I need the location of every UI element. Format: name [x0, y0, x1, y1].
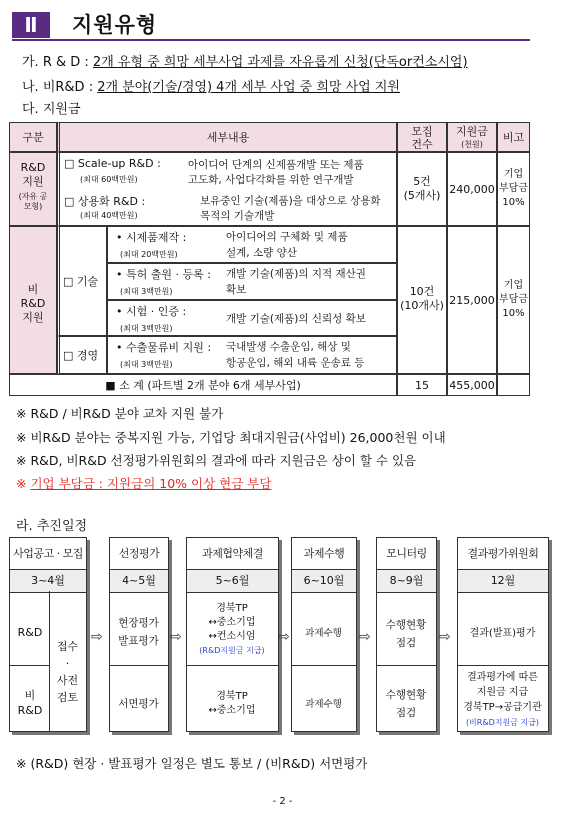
- stage-evaluation-period: 4~5월: [110, 570, 168, 593]
- nonrnd-item-prototype: [107, 226, 397, 263]
- note-red: [16, 474, 271, 492]
- eval-nonrnd: 서면평가: [118, 698, 159, 710]
- rnd-count-value: 5건: [413, 175, 431, 188]
- export-desc2: 항공운임, 해외 내륙 운송료 등: [226, 357, 365, 369]
- total-remarks: [497, 374, 530, 396]
- rnd-remark-3: 10%: [502, 197, 525, 208]
- stage-monitoring-title: 모니터링: [377, 538, 436, 570]
- nonrnd-amount: 215,000: [447, 226, 497, 374]
- receive-line-1: 접수: [56, 640, 79, 653]
- note-2: ※ 비R&D 분야는 중복지원 가능, 기업당 최대지원금(사업비) 26,000천원 이내: [16, 430, 446, 445]
- stage-contract-title: 과제협약체결: [187, 538, 278, 570]
- stage-perform-title: 과제수행: [292, 538, 356, 570]
- export-limit: (최대 3백만원): [120, 360, 173, 369]
- total-count: 15: [397, 374, 447, 396]
- header-amount: [447, 122, 497, 152]
- rnd-item2-title: □ 상용화 R&D :: [64, 195, 146, 208]
- prototype-desc1: 아이디어의 구체화 및 제품: [226, 231, 348, 243]
- arrow-right-icon: ⇨: [359, 629, 371, 645]
- rnd-remarks: [497, 152, 530, 226]
- result-nonrnd: [457, 670, 548, 730]
- result-non-2: 지원금 지급: [476, 687, 529, 698]
- certification-limit: (최대 3백만원): [120, 324, 173, 333]
- export-desc1: 국내발생 수출운임, 해상 및: [226, 341, 351, 353]
- monitor-rnd: [376, 616, 436, 652]
- rnd-item2-desc1: 보유중인 기술(제품)을 대상으로 상용화: [200, 195, 381, 207]
- section-number: Ⅱ: [12, 12, 50, 38]
- line-rnd-text: 2개 유형 중 희망 세부사업 과제를 자유롭게 신청(단독or컨소시엄): [92, 55, 468, 70]
- note-1: ※ R&D / 비R&D 분야 교차 지원 불가: [16, 406, 224, 421]
- rnd-detail: [57, 152, 397, 226]
- rnd-item2-desc2: 목적의 기술개발: [200, 210, 275, 222]
- certification-title: • 시험 · 인증 :: [116, 305, 187, 318]
- receive-line-4: 검토: [56, 691, 79, 704]
- stage-perform-period: 6~10월: [292, 570, 356, 593]
- contract-divider: [186, 665, 278, 666]
- rnd-category-sub: (자유 공모형): [18, 192, 48, 211]
- receive-line-2: ·: [65, 657, 70, 670]
- nonrnd-item-export: [107, 336, 397, 374]
- nonrnd-category: [9, 226, 57, 374]
- patent-desc2: 확보: [226, 284, 247, 296]
- note-3: ※ R&D, 비R&D 선정평가위원회의 결과에 따라 지원금은 상이 할 수 있음: [16, 453, 417, 468]
- note-red-text: 기업 부담금 : 지원금의 10% 이상 현금 부담: [30, 476, 272, 491]
- result-non-3: 경북TP→공급기관: [463, 702, 542, 713]
- evaluation-divider: [109, 665, 168, 666]
- contract-non-2: ↔중소기업: [208, 705, 256, 716]
- nonrnd-count-value: 10건: [409, 285, 435, 298]
- line-nonrnd-text: 2개 분야(기술/경영) 4개 세부 사업 중 희망 사업 지원: [97, 80, 400, 95]
- prototype-title: • 시제품제작 :: [116, 231, 187, 244]
- header-remarks: 비고: [497, 122, 530, 152]
- line-nonrnd: [22, 76, 400, 95]
- result-divider: [457, 665, 548, 666]
- prototype-desc2: 설계, 소량 양산: [226, 247, 297, 259]
- stage-result-title: 결과평가위원회: [458, 538, 548, 570]
- nonrnd-item-patent: [107, 263, 397, 300]
- header-count-line2: 건수: [411, 138, 433, 151]
- nonrnd-remarks: [497, 226, 530, 374]
- monitoring-divider: [376, 665, 436, 666]
- result-non-note: (비R&D지원금 지급): [465, 718, 540, 727]
- stage-recruit-title: 사업공고 · 모집: [10, 538, 86, 570]
- rnd-remark-2: 부담금: [499, 183, 528, 194]
- contract-rnd: [186, 602, 278, 658]
- rnd-item1-desc1: 아이디어 단계의 신제품개발 또는 제품: [188, 159, 364, 171]
- export-title: • 수출물류비 지원 :: [116, 341, 212, 354]
- bottom-note: ※ (R&D) 현장 · 발표평가 일정은 별도 통보 / (비R&D) 서면평가: [16, 756, 368, 771]
- stage-recruit-period: 3~4월: [10, 570, 86, 593]
- contract-nonrnd: [186, 690, 278, 718]
- arrow-right-icon: ⇨: [278, 629, 290, 645]
- nonrnd-category-label: 비R&D 지원: [20, 283, 46, 324]
- contract-rnd-note: (R&D지원금 지급): [199, 646, 265, 655]
- stage-contract-period: 5~6월: [187, 570, 278, 593]
- patent-desc1: 개발 기술(제품)의 지적 재산권: [226, 268, 366, 280]
- total-amount: 455,000: [447, 374, 497, 396]
- header-amount-line1: 지원금: [456, 125, 488, 138]
- page-number: - 2 -: [272, 796, 293, 807]
- rnd-item1-title: □ Scale-up R&D :: [64, 157, 161, 170]
- line-rnd-label: 가. R & D :: [22, 55, 89, 70]
- rnd-count-companies: (5개사): [403, 189, 441, 202]
- nonrnd-remark-1: 기업: [503, 280, 524, 291]
- rnd-category-label: R&D 지원: [20, 161, 46, 188]
- result-rnd: 결과(발표)평가: [469, 628, 536, 639]
- arrow-right-icon: ⇨: [439, 629, 451, 645]
- rnd-item1-limit: (최대 60백만원): [80, 175, 138, 184]
- line-rnd: [22, 51, 468, 70]
- rnd-count: [397, 152, 447, 226]
- perform-rnd: 과제수행: [305, 628, 342, 639]
- header-detail: 세부내용: [57, 122, 397, 152]
- section-title: 지원유형: [72, 13, 158, 37]
- rnd-item2-limit: (최대 40백만원): [80, 211, 138, 220]
- patent-limit: (최대 3백만원): [120, 287, 173, 296]
- nonrnd-tech: □ 기술: [57, 226, 107, 336]
- patent-title: • 특허 출원 · 등록 :: [116, 268, 211, 281]
- contract-rnd-2: ↔중소기업: [208, 617, 256, 628]
- row-label-rnd: R&D: [17, 626, 43, 639]
- eval-rnd-1: 현장평가: [118, 617, 159, 629]
- rnd-remark-1: 기업: [503, 169, 524, 180]
- arrow-right-icon: ⇨: [170, 629, 182, 645]
- line-support: 다. 지원금: [22, 102, 81, 117]
- header-amount-unit: (천원): [461, 140, 483, 149]
- monitor-non-1: 수행현황: [385, 689, 427, 701]
- rnd-amount: 240,000: [447, 152, 497, 226]
- nonrnd-remark-2: 부담금: [499, 294, 528, 305]
- contract-rnd-1: 경북TP: [216, 603, 248, 614]
- monitor-nonrnd: [376, 686, 436, 722]
- nonrnd-count: [397, 226, 447, 374]
- prototype-limit: (최대 20백만원): [120, 250, 178, 259]
- result-non-1: 결과평가에 따른: [467, 672, 538, 683]
- monitor-rnd-2: 점검: [395, 637, 417, 649]
- row-label-nonrnd: [11, 688, 49, 718]
- perform-divider: [291, 665, 356, 666]
- recruit-divider: [9, 665, 49, 666]
- eval-rnd: [109, 614, 168, 650]
- note-red-mark: ※: [16, 476, 27, 491]
- total-label: ■ 소 계 (파트별 2개 분야 6개 세부사업): [9, 374, 397, 396]
- line-nonrnd-label: 나. 비R&D :: [22, 80, 94, 95]
- header-count: [397, 122, 447, 152]
- monitor-rnd-1: 수행현황: [385, 619, 427, 631]
- eval-rnd-2: 발표평가: [118, 635, 159, 647]
- schedule-heading: 라. 추진일정: [16, 519, 88, 534]
- monitor-non-2: 점검: [395, 707, 417, 719]
- perform-nonrnd: 과제수행: [305, 699, 342, 710]
- nonrnd-item-certification: [107, 300, 397, 336]
- nonrnd-remark-3: 10%: [502, 308, 525, 319]
- rnd-category: [9, 152, 57, 226]
- contract-non-1: 경북TP: [216, 691, 248, 702]
- receive-line-3: 사전: [56, 674, 79, 687]
- certification-desc1: 개발 기술(제품)의 신뢰성 확보: [226, 313, 366, 325]
- stage-evaluation-title: 선정평가: [110, 538, 168, 570]
- receive-review: [50, 638, 85, 706]
- header-count-line1: 모집: [411, 125, 433, 138]
- arrow-right-icon: ⇨: [91, 629, 103, 645]
- rnd-item1-desc2: 고도화, 사업다각화를 위한 연구개발: [188, 174, 354, 186]
- stage-monitoring-period: 8~9월: [377, 570, 436, 593]
- row-label-nonrnd-1: 비: [24, 689, 36, 702]
- contract-rnd-3: ↔컨소시엄: [208, 631, 256, 642]
- row-label-nonrnd-2: R&D: [17, 704, 43, 717]
- nonrnd-count-companies: (10개사): [400, 299, 444, 312]
- stage-result-period: 12월: [458, 570, 548, 593]
- nonrnd-mgmt: □ 경영: [57, 336, 107, 374]
- section-divider: [12, 39, 530, 41]
- header-category: 구분: [9, 122, 57, 152]
